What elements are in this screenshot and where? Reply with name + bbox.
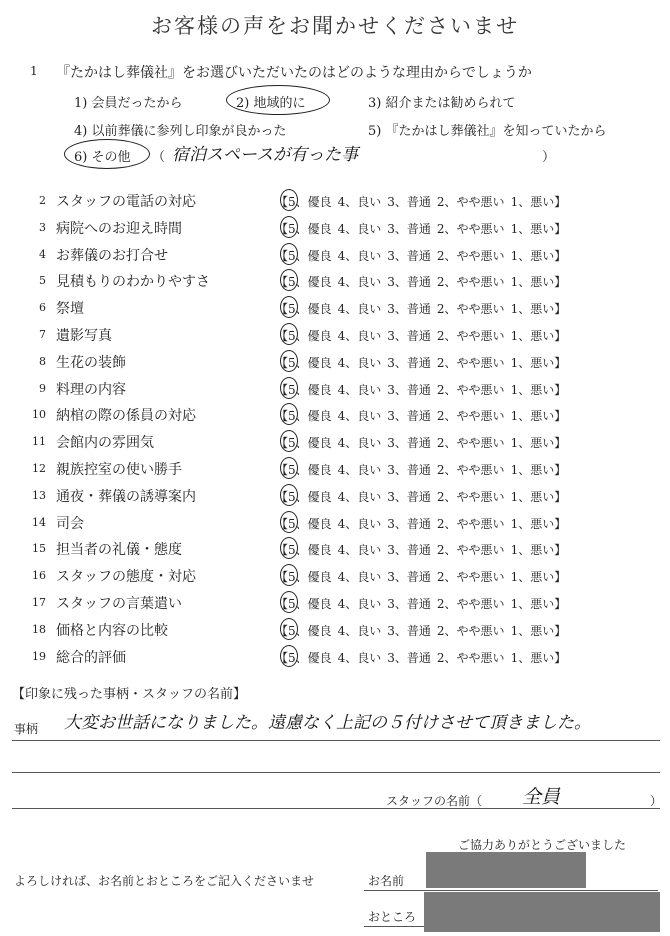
rating-scale [276,220,572,237]
scale-option: 3、普通 [387,623,431,638]
name-label: お名前 [368,874,405,888]
scale-option: 1、悪い】 [510,516,567,531]
rating-label: スタッフの態度・対応 [56,569,196,586]
scale-option: 3、普通 [387,516,431,531]
scale-option: 4、良い [337,543,382,558]
scale-option: 2、やや悪い [436,597,505,611]
scale-option: 2、やや悪い [436,489,505,504]
scale-option: 4、良い [337,302,382,317]
rating-label: 料理の内容 [56,381,126,398]
rating-number: 7 [39,328,46,341]
scale-option: 4、良い [337,409,382,424]
selected-rating-circle [280,323,298,345]
scale-option: 2、やや悪い [436,409,505,424]
rating-scale [276,381,572,398]
q1-option-1: 1) 会員だったから [74,96,183,111]
scale-option: 3、普通 [387,436,431,451]
rating-scale [276,193,572,210]
scale-option: 4、良い [337,650,382,665]
scale-option: 4、良い [337,195,382,209]
selected-rating-circle [280,591,298,613]
rating-label: お葬儀のお打合せ [56,247,168,264]
q1-other-open: （ [152,150,166,165]
rating-label: 祭壇 [56,301,84,318]
redacted-address [424,892,660,932]
scale-option: 1、悪い】 [510,302,567,317]
scale-option: 4、良い [337,463,382,477]
rating-label: 通夜・葬儀の誘導案内 [56,488,196,505]
question-1-text: 『たかはし葬儀社』をお選びいただいたのはどのような理由からでしょうか [56,65,532,81]
scale-option: 1、悪い】 [510,436,567,451]
rating-label: 司会 [56,515,84,532]
scale-option: 2、やや悪い [436,516,505,531]
q1-option-5: 5) 『たかはし葬儀社』を知っていたから [368,124,607,139]
scale-option: 1、悪い】 [510,248,567,263]
scale-option: 2、やや悪い [436,436,505,451]
staff-name-label: スタッフの名前（ [386,794,483,808]
staff-name-close: ） [650,794,663,808]
scale-option: 4、良い [337,597,382,611]
scale-option: 3、普通 [387,382,431,397]
scale-option: 1、悪い】 [510,597,567,611]
scale-option: 3、普通 [387,302,431,317]
scale-option: 4、良い [337,329,382,343]
q1-option-6: 6) その他 [74,150,131,165]
scale-option: 3、普通 [387,409,431,424]
rating-scale [276,407,572,424]
scale-option: 1、悪い】 [510,355,567,370]
scale-option: 1、悪い】 [510,195,567,209]
scale-option: 3、普通 [387,543,431,558]
question-1-number: 1 [30,64,38,78]
scale-option: 3、普通 [387,355,431,370]
scale-option: 4、良い [337,248,382,263]
scale-option: 2、やや悪い [436,329,505,343]
rating-label: 価格と内容の比較 [56,622,168,639]
rating-row [0,644,670,670]
scale-option: 1、悪い】 [510,650,567,665]
scale-option: 【5、優良 [276,436,332,451]
selected-rating-circle [280,243,298,265]
scale-option: 1、悪い】 [510,489,567,504]
scale-option: 【5、優良 [276,597,332,611]
matter-label: 事柄 [14,722,39,736]
rating-scale [276,541,572,558]
redacted-name [426,852,586,888]
scale-option: 【5、優良 [276,409,332,424]
scale-option: 4、良い [337,436,382,451]
scale-option: 1、悪い】 [510,463,567,477]
rating-number: 17 [32,596,46,609]
scale-option: 【5、優良 [276,570,332,585]
request-text: よろしければ、お名前とおところをご記入くださいませ [14,874,315,888]
selected-option-circle [226,85,330,115]
staff-name-value: 全員 [522,786,561,808]
rating-label: 見積もりのわかりやすさ [56,274,210,291]
rating-number: 16 [32,569,46,583]
scale-option: 3、普通 [387,597,431,611]
rating-number: 3 [39,220,46,234]
scale-option: 2、やや悪い [436,221,505,236]
selected-rating-circle [280,216,298,238]
scale-option: 1、悪い】 [510,543,567,558]
rating-number: 5 [39,274,46,288]
rating-label: 遺影写真 [56,328,112,344]
scale-option: 3、普通 [387,221,431,236]
rating-row [0,563,670,589]
rating-row [0,536,670,562]
scale-option: 【5、優良 [276,248,332,263]
scale-option: 1、悪い】 [510,275,567,290]
scale-option: 4、良い [337,382,382,397]
rating-row [0,429,670,455]
rating-row [0,268,670,294]
scale-option: 4、良い [337,221,382,236]
page-title: お客様の声をお聞かせくださいませ [151,14,519,38]
scale-option: 3、普通 [387,570,431,585]
rating-row [0,483,670,509]
scale-option: 1、悪い】 [510,570,567,585]
rating-scale [276,622,572,639]
rating-row [0,349,670,375]
scale-option: 2、やや悪い [436,302,505,317]
scale-option: 【5、優良 [276,623,332,638]
rating-scale [276,515,572,532]
rating-number: 19 [32,649,46,663]
selected-rating-circle [280,618,298,640]
address-label: おところ [368,910,417,924]
selected-rating-circle [280,511,298,533]
scale-option: 4、良い [337,570,382,585]
scale-option: 4、良い [337,516,382,531]
scale-option: 【5、優良 [276,195,332,209]
scale-option: 4、良い [337,623,382,638]
rating-label: 病院へのお迎え時間 [56,220,182,237]
rating-scale [276,327,572,344]
rating-number: 18 [32,622,46,636]
scale-option: 2、やや悪い [436,623,505,638]
rating-row [0,402,670,428]
scale-option: 1、悪い】 [510,329,567,343]
scale-option: 【5、優良 [276,382,332,397]
scale-option: 2、やや悪い [436,248,505,263]
scale-option: 【5、優良 [276,543,332,558]
scale-option: 2、やや悪い [436,195,505,209]
rating-label: スタッフの電話の対応 [56,194,196,210]
rating-label: 会館内の雰囲気 [56,435,154,452]
scale-option: 3、普通 [387,275,431,290]
scale-option: 4、良い [337,275,382,290]
rating-row [0,322,670,348]
rating-number: 4 [39,247,46,261]
q1-option-4: 4) 以前葬儀に参列し印象が良かった [74,124,287,139]
scale-option: 3、普通 [387,248,431,263]
rating-row [0,590,670,616]
writing-line [12,740,660,741]
selected-rating-circle [280,484,298,506]
rating-row [0,188,670,214]
rating-label: 納棺の際の係員の対応 [56,408,196,425]
selected-rating-circle [280,377,298,399]
thanks-text: ご協力ありがとうございました [458,838,627,852]
scale-option: 【5、優良 [276,275,332,290]
impressions-heading: 【印象に残った事柄・スタッフの名前】 [12,687,247,702]
q1-other-close: ） [542,150,556,165]
q1-option-3: 3) 紹介または勧められて [368,96,516,111]
selected-rating-circle [280,645,298,667]
rating-scale [276,273,572,290]
rating-row [0,295,670,321]
rating-row [0,215,670,241]
scale-option: 【5、優良 [276,463,332,477]
rating-scale [276,247,572,264]
rating-number: 10 [32,408,46,422]
rating-scale [276,300,572,317]
scale-option: 1、悪い】 [510,221,567,236]
scale-option: 1、悪い】 [510,382,567,397]
scale-option: 2、やや悪い [436,570,505,585]
rating-scale [276,354,572,371]
scale-option: 【5、優良 [276,329,332,343]
rating-label: スタッフの言葉遣い [56,596,182,612]
rating-label: 親族控室の使い勝手 [56,462,182,478]
rating-scale [276,461,572,478]
scale-option: 4、良い [337,355,382,370]
scale-option: 3、普通 [387,489,431,504]
scale-option: 【5、優良 [276,650,332,665]
scale-option: 【5、優良 [276,489,332,504]
scale-option: 1、悪い】 [510,409,567,424]
rating-scale [276,595,572,612]
rating-scale [276,649,572,666]
scale-option: 【5、優良 [276,355,332,370]
scale-option: 1、悪い】 [510,623,567,638]
matter-text: 大変お世話になりました。遠慮なく上記の５付けさせて頂きました。 [64,713,591,733]
rating-number: 9 [39,381,46,395]
scale-option: 4、良い [337,489,382,504]
scale-option: 3、普通 [387,195,431,209]
selected-rating-circle [280,189,298,211]
rating-scale [276,434,572,451]
rating-number: 12 [32,462,46,475]
writing-line [12,772,660,773]
scale-option: 【5、優良 [276,516,332,531]
rating-number: 2 [39,194,46,207]
rating-row [0,456,670,482]
rating-scale [276,568,572,585]
scale-option: 2、やや悪い [436,382,505,397]
scale-option: 2、やや悪い [436,275,505,290]
rating-number: 14 [32,515,46,529]
rating-number: 13 [32,488,46,502]
rating-row [0,617,670,643]
scale-option: 【5、優良 [276,221,332,236]
scale-option: 2、やや悪い [436,650,505,665]
name-line [364,890,658,891]
rating-number: 8 [39,354,46,368]
rating-row [0,242,670,268]
scale-option: 3、普通 [387,650,431,665]
scale-option: 2、やや悪い [436,463,505,477]
selected-rating-circle [280,457,298,479]
rating-label: 生花の装飾 [56,354,126,371]
rating-number: 6 [39,301,46,315]
rating-row [0,510,670,536]
scale-option: 3、普通 [387,329,431,343]
scale-option: 3、普通 [387,463,431,477]
scale-option: 2、やや悪い [436,355,505,370]
rating-row [0,376,670,402]
writing-line [12,808,660,809]
rating-scale [276,488,572,505]
selected-rating-circle [280,350,298,372]
q1-option-2: 2) 地域的に [236,96,306,111]
rating-number: 11 [32,435,46,449]
rating-number: 15 [32,542,46,556]
scale-option: 2、やや悪い [436,543,505,558]
rating-label: 担当者の礼儀・態度 [56,542,182,559]
q1-other-answer: 宿泊スペースが有った事 [172,145,359,165]
scale-option: 【5、優良 [276,302,332,317]
rating-label: 総合的評価 [56,649,126,666]
selected-option-circle [64,139,150,169]
